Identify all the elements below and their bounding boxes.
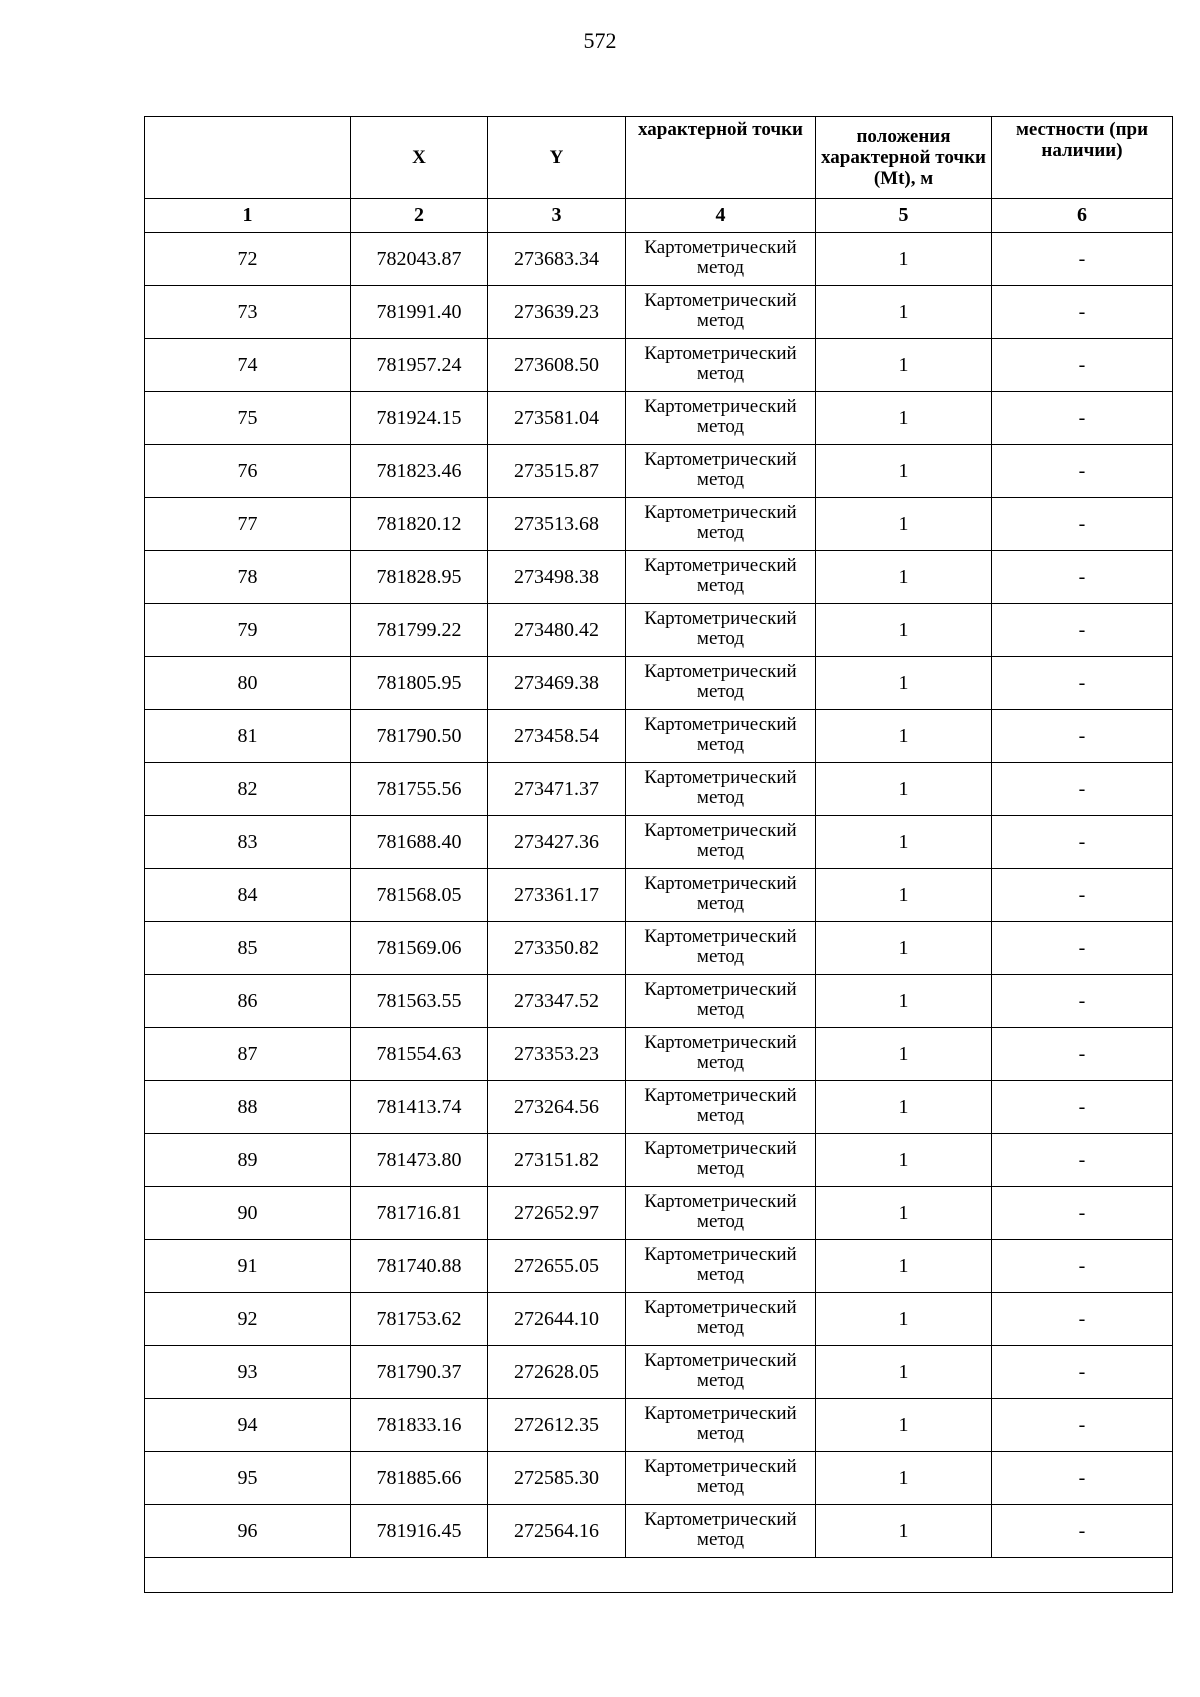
- y-coordinate-cell: 273264.56: [488, 1081, 626, 1134]
- table-row: [145, 1452, 1173, 1505]
- y-coordinate-cell: 272585.30: [488, 1452, 626, 1505]
- x-coordinate-cell: 781957.24: [351, 339, 488, 392]
- method-cell: Картометрический метод: [626, 445, 816, 498]
- description-cell: -: [992, 498, 1173, 551]
- x-coordinate-cell: 781569.06: [351, 922, 488, 975]
- description-cell: -: [992, 657, 1173, 710]
- method-cell: Картометрический метод: [626, 1187, 816, 1240]
- x-coordinate-cell: 781805.95: [351, 657, 488, 710]
- table-row: [145, 763, 1173, 816]
- description-cell: -: [992, 1346, 1173, 1399]
- method-cell: Картометрический метод: [626, 233, 816, 286]
- table-row: [145, 922, 1173, 975]
- table-row: [145, 1399, 1173, 1452]
- table-row: [145, 710, 1173, 763]
- method-cell: Картометрический метод: [626, 1346, 816, 1399]
- column-number: 5: [816, 199, 992, 233]
- point-number-cell: 91: [145, 1240, 351, 1293]
- point-number-cell: 85: [145, 922, 351, 975]
- description-cell: -: [992, 339, 1173, 392]
- accuracy-cell: 1: [816, 922, 992, 975]
- table-row: [145, 1505, 1173, 1558]
- point-number-cell: 73: [145, 286, 351, 339]
- x-coordinate-cell: 781790.50: [351, 710, 488, 763]
- table-row: [145, 392, 1173, 445]
- point-number-cell: 80: [145, 657, 351, 710]
- x-coordinate-cell: 781991.40: [351, 286, 488, 339]
- table-row: [145, 1346, 1173, 1399]
- description-cell: -: [992, 445, 1173, 498]
- point-number-cell: 75: [145, 392, 351, 445]
- accuracy-cell: 1: [816, 286, 992, 339]
- point-number-cell: 87: [145, 1028, 351, 1081]
- accuracy-cell: 1: [816, 1187, 992, 1240]
- column-number-row: [145, 199, 1173, 233]
- method-cell: Картометрический метод: [626, 710, 816, 763]
- y-coordinate-cell: 272655.05: [488, 1240, 626, 1293]
- accuracy-cell: 1: [816, 551, 992, 604]
- accuracy-cell: 1: [816, 710, 992, 763]
- accuracy-cell: 1: [816, 339, 992, 392]
- method-cell: Картометрический метод: [626, 1505, 816, 1558]
- point-number-cell: 88: [145, 1081, 351, 1134]
- x-coordinate-cell: 781823.46: [351, 445, 488, 498]
- column-number: 2: [351, 199, 488, 233]
- method-cell: Картометрический метод: [626, 604, 816, 657]
- description-cell: -: [992, 286, 1173, 339]
- point-number-cell: 92: [145, 1293, 351, 1346]
- point-number-cell: 72: [145, 233, 351, 286]
- accuracy-cell: 1: [816, 1399, 992, 1452]
- table-row: [145, 1187, 1173, 1240]
- accuracy-cell: 1: [816, 1452, 992, 1505]
- method-cell: Картометрический метод: [626, 339, 816, 392]
- description-cell: -: [992, 1452, 1173, 1505]
- description-cell: -: [992, 604, 1173, 657]
- point-number-cell: 78: [145, 551, 351, 604]
- point-number-cell: 84: [145, 869, 351, 922]
- accuracy-cell: 1: [816, 392, 992, 445]
- method-cell: Картометрический метод: [626, 922, 816, 975]
- description-cell: -: [992, 551, 1173, 604]
- accuracy-cell: 1: [816, 1028, 992, 1081]
- description-cell: -: [992, 1505, 1173, 1558]
- description-cell: -: [992, 816, 1173, 869]
- y-coordinate-cell: 273513.68: [488, 498, 626, 551]
- x-coordinate-cell: 781755.56: [351, 763, 488, 816]
- point-number-cell: 83: [145, 816, 351, 869]
- column-number: 3: [488, 199, 626, 233]
- page-number: 572: [583, 28, 617, 53]
- table-row: [145, 339, 1173, 392]
- table-body: [145, 233, 1173, 1558]
- column-number: 4: [626, 199, 816, 233]
- table-row: [145, 604, 1173, 657]
- point-number-cell: 77: [145, 498, 351, 551]
- accuracy-cell: 1: [816, 445, 992, 498]
- y-coordinate-cell: 273350.82: [488, 922, 626, 975]
- y-coordinate-cell: 273515.87: [488, 445, 626, 498]
- y-coordinate-cell: 273458.54: [488, 710, 626, 763]
- header-x: X: [351, 117, 488, 199]
- accuracy-cell: 1: [816, 1081, 992, 1134]
- method-cell: Картометрический метод: [626, 1452, 816, 1505]
- table-row: [145, 869, 1173, 922]
- table-row: [145, 233, 1173, 286]
- description-cell: -: [992, 1081, 1173, 1134]
- coordinates-table: [144, 116, 1173, 1593]
- x-coordinate-cell: 781568.05: [351, 869, 488, 922]
- y-coordinate-cell: 273498.38: [488, 551, 626, 604]
- description-cell: -: [992, 1134, 1173, 1187]
- x-coordinate-cell: 781924.15: [351, 392, 488, 445]
- description-cell: -: [992, 233, 1173, 286]
- method-cell: Картометрический метод: [626, 869, 816, 922]
- accuracy-cell: 1: [816, 975, 992, 1028]
- y-coordinate-cell: 272612.35: [488, 1399, 626, 1452]
- table-row: [145, 975, 1173, 1028]
- point-number-cell: 95: [145, 1452, 351, 1505]
- table-row: [145, 816, 1173, 869]
- table-row: [145, 498, 1173, 551]
- method-cell: Картометрический метод: [626, 1293, 816, 1346]
- x-coordinate-cell: 781740.88: [351, 1240, 488, 1293]
- y-coordinate-cell: 273361.17: [488, 869, 626, 922]
- description-cell: -: [992, 975, 1173, 1028]
- description-cell: -: [992, 869, 1173, 922]
- y-coordinate-cell: 272628.05: [488, 1346, 626, 1399]
- empty-footer-row: [145, 1558, 1173, 1593]
- method-cell: Картометрический метод: [626, 551, 816, 604]
- x-coordinate-cell: 781688.40: [351, 816, 488, 869]
- table-row: [145, 1028, 1173, 1081]
- y-coordinate-cell: 272652.97: [488, 1187, 626, 1240]
- accuracy-cell: 1: [816, 869, 992, 922]
- table-row: [145, 1293, 1173, 1346]
- accuracy-cell: 1: [816, 1240, 992, 1293]
- x-coordinate-cell: 782043.87: [351, 233, 488, 286]
- point-number-cell: 74: [145, 339, 351, 392]
- accuracy-cell: 1: [816, 233, 992, 286]
- x-coordinate-cell: 781885.66: [351, 1452, 488, 1505]
- description-cell: -: [992, 1293, 1173, 1346]
- method-cell: Картометрический метод: [626, 975, 816, 1028]
- header-accuracy: положения характерной точки (Mt), м: [816, 117, 992, 199]
- method-cell: Картометрический метод: [626, 763, 816, 816]
- y-coordinate-cell: 273480.42: [488, 604, 626, 657]
- y-coordinate-cell: 273353.23: [488, 1028, 626, 1081]
- accuracy-cell: 1: [816, 816, 992, 869]
- x-coordinate-cell: 781916.45: [351, 1505, 488, 1558]
- method-cell: Картометрический метод: [626, 498, 816, 551]
- header-method: характерной точки: [626, 117, 816, 199]
- method-cell: Картометрический метод: [626, 1134, 816, 1187]
- x-coordinate-cell: 781554.63: [351, 1028, 488, 1081]
- header-y: Y: [488, 117, 626, 199]
- x-coordinate-cell: 781833.16: [351, 1399, 488, 1452]
- y-coordinate-cell: 273469.38: [488, 657, 626, 710]
- accuracy-cell: 1: [816, 498, 992, 551]
- x-coordinate-cell: 781799.22: [351, 604, 488, 657]
- point-number-cell: 81: [145, 710, 351, 763]
- point-number-cell: 94: [145, 1399, 351, 1452]
- accuracy-cell: 1: [816, 1505, 992, 1558]
- column-number: 1: [145, 199, 351, 233]
- description-cell: -: [992, 1028, 1173, 1081]
- description-cell: -: [992, 392, 1173, 445]
- y-coordinate-cell: 273347.52: [488, 975, 626, 1028]
- description-cell: -: [992, 710, 1173, 763]
- point-number-cell: 90: [145, 1187, 351, 1240]
- description-cell: -: [992, 1399, 1173, 1452]
- point-number-cell: 76: [145, 445, 351, 498]
- y-coordinate-cell: 273639.23: [488, 286, 626, 339]
- header-row: [145, 117, 1173, 199]
- point-number-cell: 82: [145, 763, 351, 816]
- x-coordinate-cell: 781790.37: [351, 1346, 488, 1399]
- y-coordinate-cell: 273427.36: [488, 816, 626, 869]
- y-coordinate-cell: 273608.50: [488, 339, 626, 392]
- table-row: [145, 1240, 1173, 1293]
- header-point-number: [145, 117, 351, 199]
- description-cell: -: [992, 763, 1173, 816]
- method-cell: Картометрический метод: [626, 1240, 816, 1293]
- x-coordinate-cell: 781716.81: [351, 1187, 488, 1240]
- y-coordinate-cell: 273683.34: [488, 233, 626, 286]
- table-row: [145, 1134, 1173, 1187]
- table-row: [145, 657, 1173, 710]
- accuracy-cell: 1: [816, 604, 992, 657]
- method-cell: Картометрический метод: [626, 1081, 816, 1134]
- accuracy-cell: 1: [816, 657, 992, 710]
- accuracy-cell: 1: [816, 1134, 992, 1187]
- method-cell: Картометрический метод: [626, 657, 816, 710]
- description-cell: -: [992, 922, 1173, 975]
- x-coordinate-cell: 781820.12: [351, 498, 488, 551]
- accuracy-cell: 1: [816, 1346, 992, 1399]
- column-number: 6: [992, 199, 1173, 233]
- y-coordinate-cell: 273471.37: [488, 763, 626, 816]
- table-row: [145, 551, 1173, 604]
- method-cell: Картометрический метод: [626, 286, 816, 339]
- point-number-cell: 79: [145, 604, 351, 657]
- table-row: [145, 286, 1173, 339]
- accuracy-cell: 1: [816, 763, 992, 816]
- method-cell: Картометрический метод: [626, 392, 816, 445]
- table-row: [145, 445, 1173, 498]
- point-number-cell: 86: [145, 975, 351, 1028]
- x-coordinate-cell: 781563.55: [351, 975, 488, 1028]
- method-cell: Картометрический метод: [626, 1028, 816, 1081]
- method-cell: Картометрический метод: [626, 816, 816, 869]
- empty-footer-cell: [145, 1558, 1173, 1593]
- method-cell: Картометрический метод: [626, 1399, 816, 1452]
- description-cell: -: [992, 1240, 1173, 1293]
- y-coordinate-cell: 272644.10: [488, 1293, 626, 1346]
- x-coordinate-cell: 781828.95: [351, 551, 488, 604]
- description-cell: -: [992, 1187, 1173, 1240]
- x-coordinate-cell: 781473.80: [351, 1134, 488, 1187]
- point-number-cell: 93: [145, 1346, 351, 1399]
- table-row: [145, 1081, 1173, 1134]
- y-coordinate-cell: 272564.16: [488, 1505, 626, 1558]
- x-coordinate-cell: 781753.62: [351, 1293, 488, 1346]
- accuracy-cell: 1: [816, 1293, 992, 1346]
- header-description: местности (при наличии): [992, 117, 1173, 199]
- y-coordinate-cell: 273151.82: [488, 1134, 626, 1187]
- x-coordinate-cell: 781413.74: [351, 1081, 488, 1134]
- y-coordinate-cell: 273581.04: [488, 392, 626, 445]
- point-number-cell: 89: [145, 1134, 351, 1187]
- point-number-cell: 96: [145, 1505, 351, 1558]
